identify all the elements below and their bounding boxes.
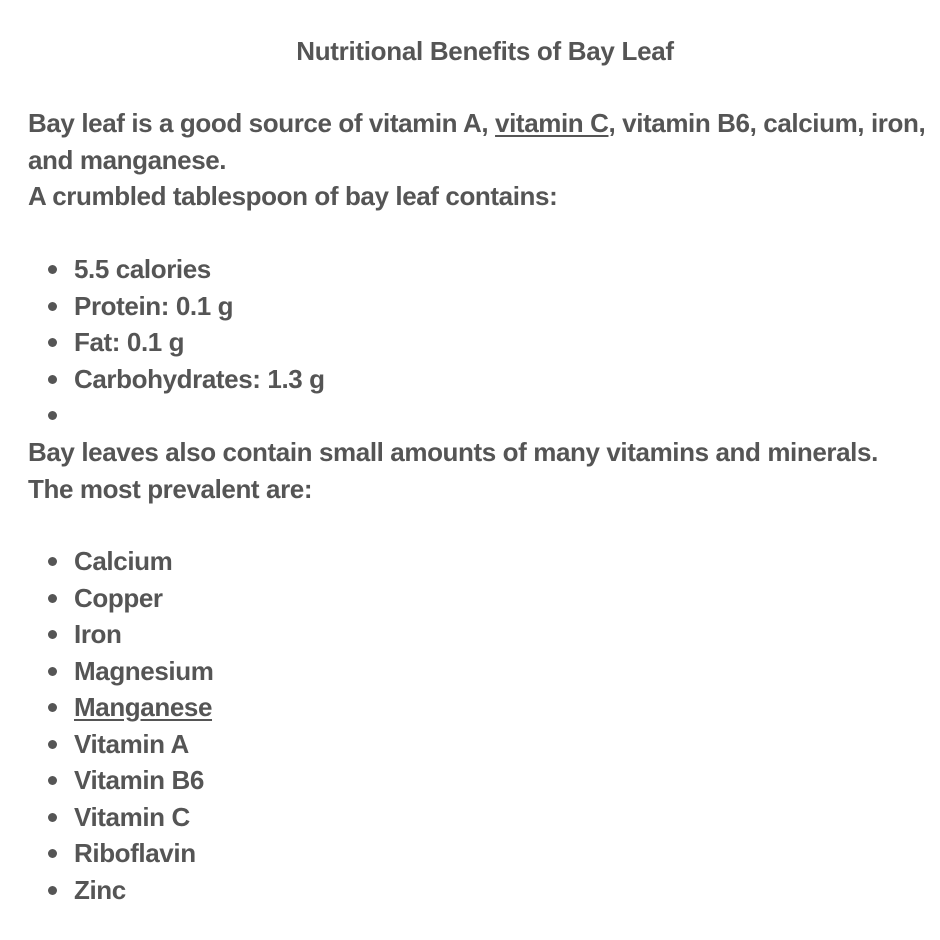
bullet-icon bbox=[48, 703, 57, 712]
intro-paragraph bbox=[28, 105, 928, 215]
list-item bbox=[28, 835, 213, 872]
bullet-icon bbox=[48, 265, 57, 274]
list-item bbox=[28, 689, 213, 726]
vitamin-c-link[interactable]: vitamin C bbox=[495, 108, 609, 138]
list-item bbox=[28, 361, 325, 398]
list-item-label: Vitamin C bbox=[74, 801, 190, 832]
bullet-icon bbox=[48, 667, 57, 676]
minerals-list bbox=[28, 543, 213, 908]
list-item-empty bbox=[28, 397, 325, 434]
list-item bbox=[28, 288, 325, 325]
minerals-paragraph bbox=[28, 434, 928, 507]
nutrient-list bbox=[28, 251, 325, 434]
manganese-link[interactable]: Manganese bbox=[74, 692, 213, 722]
list-item-label: Copper bbox=[74, 582, 163, 613]
list-item-label: Vitamin A bbox=[74, 728, 189, 759]
list-item-label: 5.5 calories bbox=[74, 254, 211, 284]
list-item bbox=[28, 251, 325, 288]
bullet-icon bbox=[48, 630, 57, 639]
bullet-icon bbox=[48, 411, 57, 420]
list-item-label: Carbohydrates: 1.3 g bbox=[74, 363, 325, 394]
list-item bbox=[28, 616, 213, 653]
bullet-icon bbox=[48, 886, 57, 895]
list-item-label: Riboflavin bbox=[74, 838, 196, 868]
list-item bbox=[28, 799, 213, 836]
intro-text-after: , vitamin B6, calcium, iron, and manganese. bbox=[28, 108, 926, 175]
bullet-icon bbox=[48, 849, 57, 858]
minerals-line-1: Bay leaves also contain small amounts of many vitamins and minerals. bbox=[28, 437, 878, 467]
minerals-line-2: The most prevalent are: bbox=[28, 473, 313, 504]
list-item-label: Magnesium bbox=[74, 655, 214, 686]
list-item bbox=[28, 580, 213, 617]
list-item bbox=[28, 726, 213, 763]
list-item-label: Protein: 0.1 g bbox=[74, 290, 234, 321]
bullet-icon bbox=[48, 776, 57, 785]
list-item bbox=[28, 653, 213, 690]
list-item bbox=[28, 324, 325, 361]
list-item-label: Vitamin B6 bbox=[74, 765, 204, 795]
list-item bbox=[28, 762, 213, 799]
bullet-icon bbox=[48, 594, 57, 603]
bullet-icon bbox=[48, 557, 57, 566]
intro-line-2: A crumbled tablespoon of bay leaf contains: bbox=[28, 181, 558, 211]
bullet-icon bbox=[48, 375, 57, 384]
bullet-icon bbox=[48, 740, 57, 749]
bullet-icon bbox=[48, 302, 57, 311]
intro-text-before: Bay leaf is a good source of vitamin A, bbox=[28, 108, 496, 138]
list-item-label: Iron bbox=[74, 619, 122, 649]
bullet-icon bbox=[48, 813, 57, 822]
page-title: Nutritional Benefits of Bay Leaf bbox=[296, 36, 674, 66]
list-item bbox=[28, 543, 213, 580]
list-item bbox=[28, 872, 213, 909]
list-item-label: Zinc bbox=[74, 874, 126, 905]
list-item-label: Calcium bbox=[74, 546, 173, 576]
list-item-label: Fat: 0.1 g bbox=[74, 327, 185, 357]
bullet-icon bbox=[48, 338, 57, 347]
